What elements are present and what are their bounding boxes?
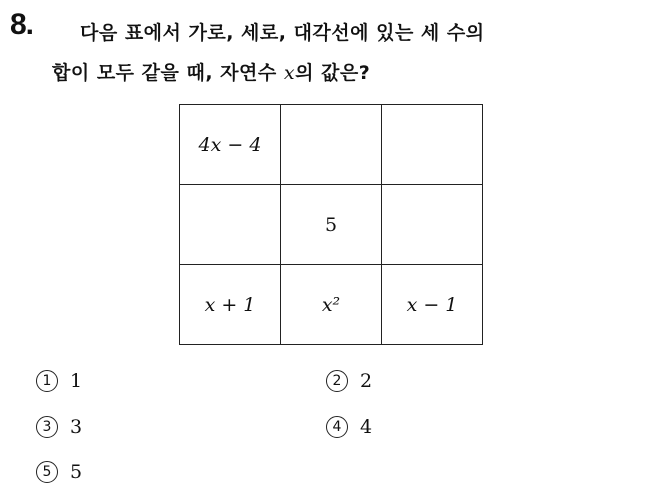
table-row <box>180 105 483 185</box>
question-line-2-suffix: 의 값은? <box>295 62 371 84</box>
choice-2-value: 2 <box>360 370 373 392</box>
choice-4[interactable] <box>326 416 372 438</box>
cell-r1c3 <box>382 105 483 185</box>
choice-4-value: 4 <box>360 416 373 438</box>
cell-r3c3: x − 1 <box>382 265 483 345</box>
choice-3-marker: 3 <box>36 416 58 438</box>
cell-r2c3 <box>382 185 483 265</box>
cell-r3c1: x + 1 <box>180 265 281 345</box>
choice-3-value: 3 <box>70 416 83 438</box>
cell-r2c2: 5 <box>281 185 382 265</box>
choice-5-marker: 5 <box>36 461 58 483</box>
cell-r2c1 <box>180 185 281 265</box>
question-number: 8. <box>10 8 34 41</box>
cell-r3c2: x² <box>281 265 382 345</box>
magic-square-table <box>179 104 483 345</box>
variable-x: x <box>283 62 296 84</box>
table-row <box>180 265 483 345</box>
question-line-2 <box>52 53 485 93</box>
choice-5-value: 5 <box>70 461 83 483</box>
choice-1-value: 1 <box>70 370 83 392</box>
table-row <box>180 185 483 265</box>
choice-5[interactable] <box>36 461 82 483</box>
choice-2[interactable] <box>326 370 372 392</box>
question-line-1: 다음 표에서 가로, 세로, 대각선에 있는 세 수의 <box>80 22 485 44</box>
cell-r1c2 <box>281 105 382 185</box>
choice-3[interactable] <box>36 416 82 438</box>
cell-r1c1: 4x − 4 <box>180 105 281 185</box>
choice-4-marker: 4 <box>326 416 348 438</box>
question-text <box>52 13 485 93</box>
choice-1-marker: 1 <box>36 370 58 392</box>
choice-2-marker: 2 <box>326 370 348 392</box>
question-line-2-prefix: 합이 모두 같을 때, 자연수 <box>52 62 284 84</box>
choice-1[interactable] <box>36 370 82 392</box>
